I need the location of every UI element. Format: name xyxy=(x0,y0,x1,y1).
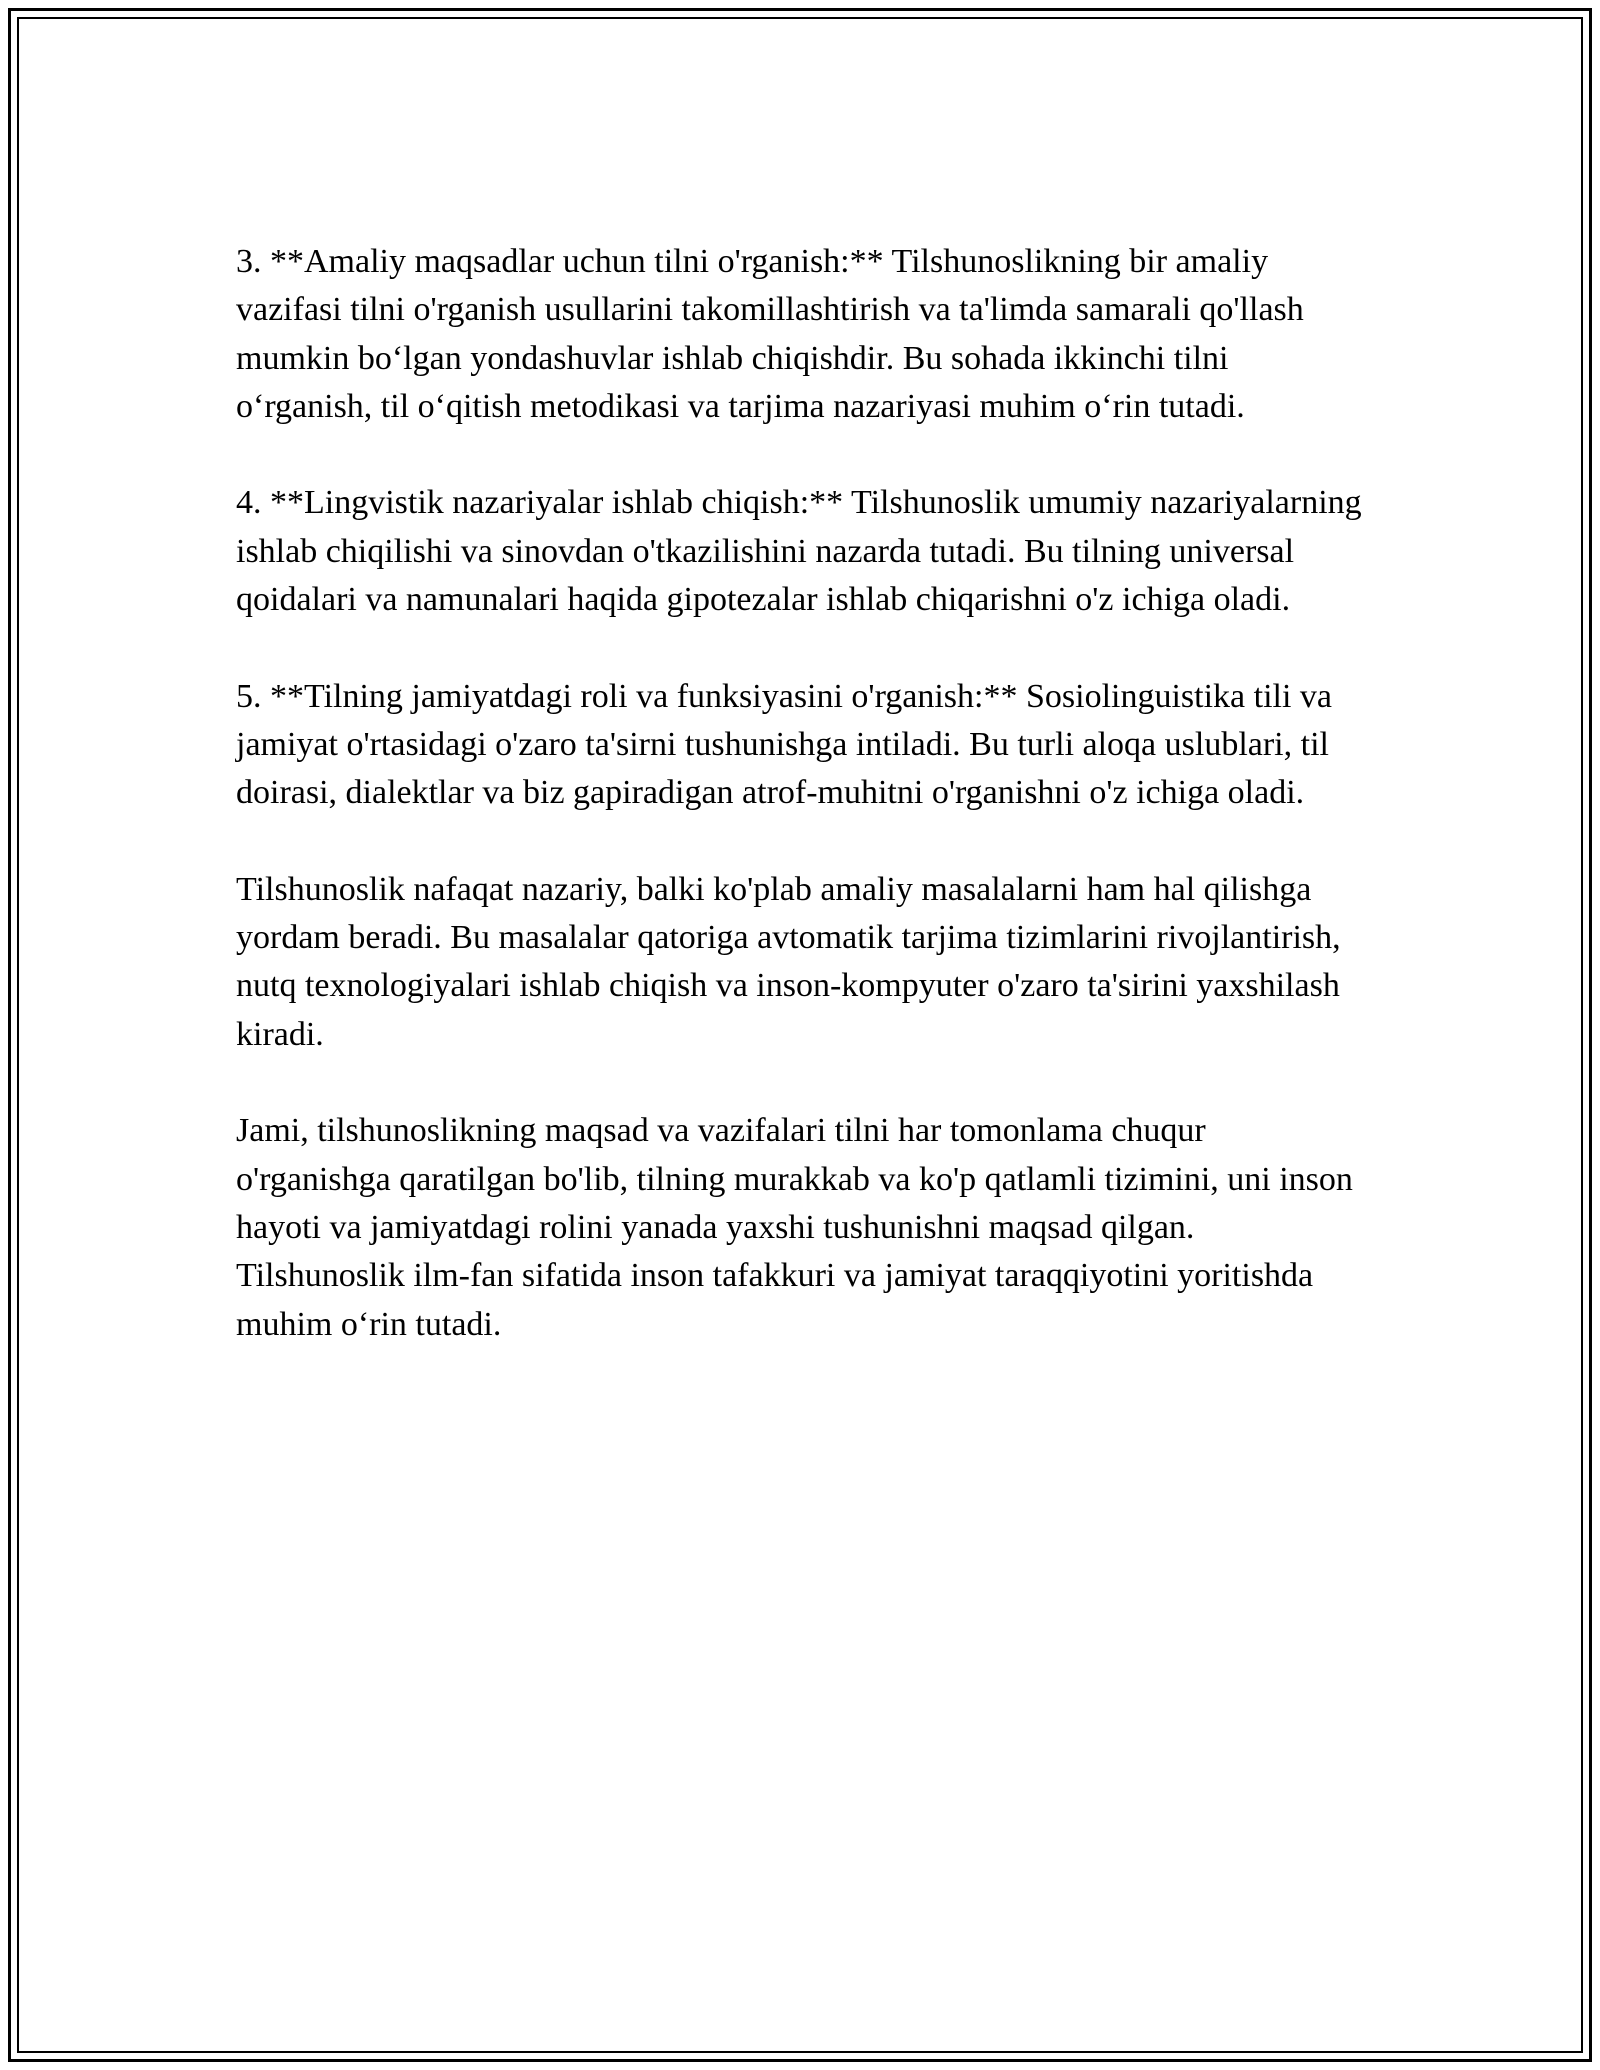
paragraph-item-5: 5. **Tilning jamiyatdagi roli va funksiyasini o'rganish:** Sosiolinguistika tili va jamiyat o'rtasidagi o'zaro ta'sirni tushunishga intiladi. Bu turli aloqa uslublari, til doirasi, dialektlar va biz gapiradigan atrof-muhitni o'rganishni o'z ichiga oladi. xyxy=(236,677,1333,812)
paragraph-item-3: 3. **Amaliy maqsadlar uchun tilni o'rganish:** Tilshunoslikning bir amaliy vazifasi tilni o'rganish usullarini takomillashtirish va ta'limda samarali qo'llash mumkin bo‘lgan yondashuvlar ishlab chiqishdir. Bu sohada ikkinchi tilni o‘rganish, til o‘qitish metodikasi va tarjima nazariyasi muhim o‘rin tutadi. xyxy=(236,243,1304,425)
paragraph-practical-issues: Tilshunoslik nafaqat nazariy, balki ko'plab amaliy masalalarni ham hal qilishga yordam beradi. Bu masalalar qatoriga avtomatik tarjima tizimlarini rivojlantirish, nutq texnologiyalari ishlab chiqish va inson-kompyuter o'zaro ta'sirini yaxshilash kiradi. xyxy=(236,870,1341,1053)
paragraph-item-4: 4. **Lingvistik nazariyalar ishlab chiqish:** Tilshunoslik umumiy nazariyalarning ishlab chiqilishi va sinovdan o'tkazilishini nazarda tutadi. Bu tilning universal qoidalari va namunalari haqida gipotezalar ishlab chiqarishni o'z ichiga oladi. xyxy=(236,484,1362,619)
document-body xyxy=(236,238,1366,1397)
paragraph-conclusion: Jami, tilshunoslikning maqsad va vazifalari tilni har tomonlama chuqur o'rganishga qaratilgan bo'lib, tilning murakkab va ko'p qatlamli tizimini, uni inson hayoti va jamiyatdagi rolini yanada yaxshi tushunishni maqsad qilgan. Tilshunoslik ilm-fan sifatida inson tafakkuri va jamiyat taraqqiyotini yoritishda muhim o‘rin tutadi. xyxy=(236,1112,1353,1343)
